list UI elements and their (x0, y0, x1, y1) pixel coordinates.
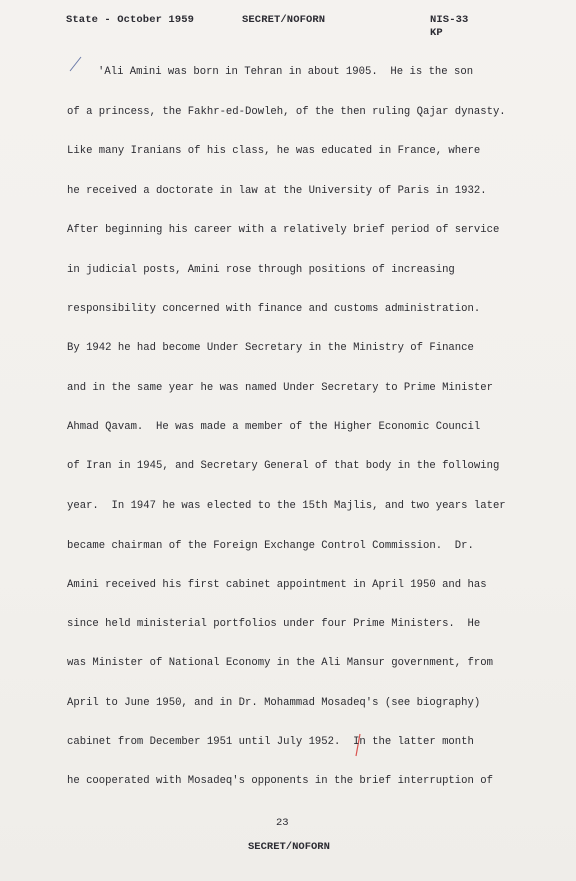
page-number: 23 (276, 817, 289, 829)
header-date: State - October 1959 (66, 14, 195, 26)
body-line: since held ministerial portfolios under four Prime Ministers. He (67, 618, 481, 630)
body-line: Like many Iranians of his class, he was educated in France, where (67, 145, 481, 157)
body-line: cabinet from December 1951 until July 1952. In the latter month (67, 736, 474, 748)
body-line: was Minister of National Economy in the Ali Mansur government, from (67, 657, 493, 669)
header-document-id: NIS-33 (430, 14, 469, 26)
body-line: responsibility concerned with finance and customs administration. (67, 303, 481, 315)
body-line: he received a doctorate in law at the University of Paris in 1932. (67, 185, 487, 197)
footer-classification: SECRET/NOFORN (248, 841, 330, 853)
pencil-tick-mark (68, 55, 84, 73)
body-line: Ahmad Qavam. He was made a member of the Higher Economic Council (67, 421, 481, 433)
body-line: of Iran in 1945, and Secretary General of that body in the following (67, 460, 500, 472)
body-line: 'Ali Amini was born in Tehran in about 1905. He is the son (98, 66, 474, 78)
body-line: By 1942 he had become Under Secretary in the Ministry of Finance (67, 342, 474, 354)
body-line: year. In 1947 he was elected to the 15th Majlis, and two years later (67, 500, 506, 512)
body-line: he cooperated with Mosadeq's opponents in the brief interruption of (67, 775, 493, 787)
body-line: became chairman of the Foreign Exchange Control Commission. Dr. (67, 540, 474, 552)
body-line: in judicial posts, Amini rose through positions of increasing (67, 264, 455, 276)
body-line: and in the same year he was named Under Secretary to Prime Minister (67, 382, 493, 394)
header-classification: SECRET/NOFORN (242, 14, 326, 26)
body-line: Amini received his first cabinet appointment in April 1950 and has (67, 579, 487, 591)
body-line: of a princess, the Fakhr-ed-Dowleh, of the then ruling Qajar dynasty. (67, 106, 506, 118)
body-line: After beginning his career with a relatively brief period of service (67, 224, 500, 236)
body-line: April to June 1950, and in Dr. Mohammad Mosadeq's (see biography) (67, 697, 481, 709)
header-initials: KP (430, 27, 443, 39)
